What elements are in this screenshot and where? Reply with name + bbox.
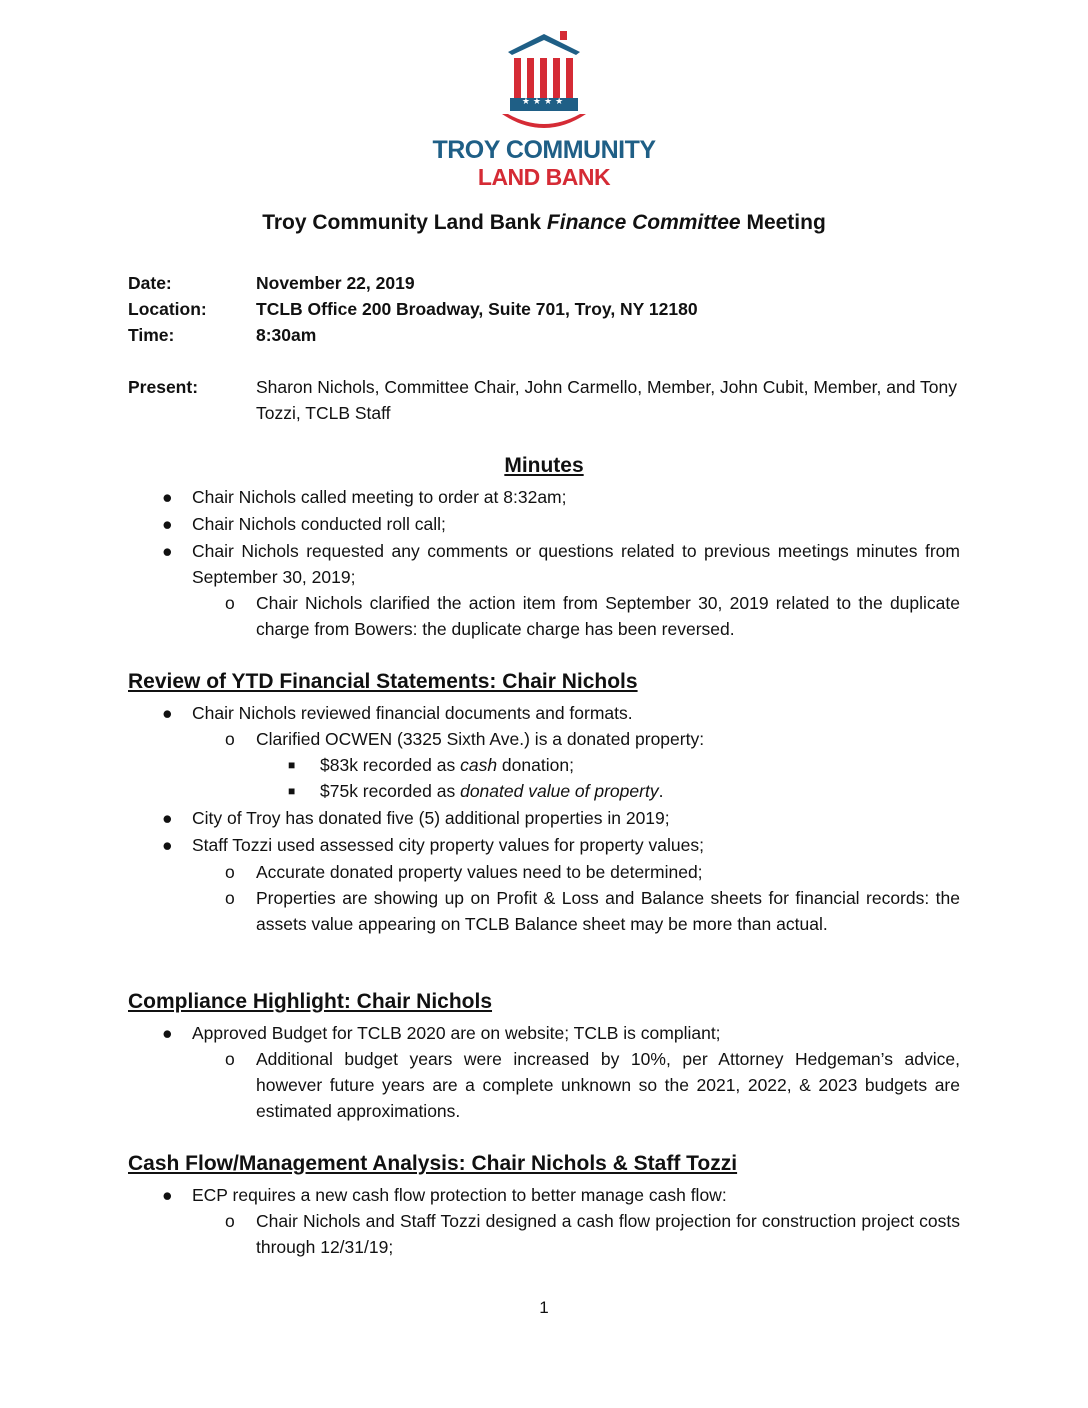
time-label: Time:: [128, 325, 175, 345]
document-title: Troy Community Land Bank Finance Committee Meeting: [262, 211, 826, 234]
bullet-icon: ●: [162, 541, 173, 561]
circle-bullet-icon: o: [225, 593, 235, 613]
bullet-icon: ●: [162, 808, 173, 828]
location-value: TCLB Office 200 Broadway, Suite 701, Troy, NY 12180: [256, 299, 698, 319]
cashflow-heading: Cash Flow/Management Analysis: Chair Nichols & Staff Tozzi: [128, 1152, 738, 1175]
list-item: Approved Budget for TCLB 2020 are on website; TCLB is compliant;: [192, 1023, 721, 1043]
bullet-icon: ●: [162, 835, 173, 855]
logo-stars: ★★★★: [521, 96, 567, 106]
circle-bullet-icon: o: [225, 729, 235, 749]
square-bullet-icon: ■: [288, 784, 296, 798]
list-item: Staff Tozzi used assessed city property values for property values;: [192, 835, 704, 855]
time-value: 8:30am: [256, 325, 317, 345]
review-heading: Review of YTD Financial Statements: Chair Nichols: [128, 670, 638, 693]
list-subsubitem: $75k recorded as donated value of property.: [320, 781, 664, 801]
date-label: Date:: [128, 273, 172, 293]
list-subitem: Properties are showing up on Profit & Loss and Balance sheets for financial records: the assets value appearing on TCLB Balance sheet may be more than actual.: [256, 888, 960, 934]
bullet-icon: ●: [162, 1023, 173, 1043]
list-item: ECP requires a new cash flow protection to better manage cash flow:: [192, 1185, 727, 1205]
circle-bullet-icon: o: [225, 1211, 235, 1231]
square-bullet-icon: ■: [288, 758, 296, 772]
list-item: City of Troy has donated five (5) additional properties in 2019;: [192, 808, 670, 828]
circle-bullet-icon: o: [225, 888, 235, 908]
list-subitem: Additional budget years were increased by 10%, per Attorney Hedgeman’s advice, however future years are a complete unknown so the 2021, 2022, & 2023 budgets are estimated approximations.: [256, 1049, 960, 1121]
bullet-icon: ●: [162, 703, 173, 723]
list-subitem: Chair Nichols clarified the action item from September 30, 2019 related to the duplicate charge from Bowers: the duplicate charge has been reversed.: [256, 593, 960, 639]
circle-bullet-icon: o: [225, 862, 235, 882]
list-item: Chair Nichols reviewed financial documents and formats.: [192, 703, 633, 723]
page-number: 1: [539, 1298, 549, 1317]
bullet-icon: ●: [162, 514, 173, 534]
land-bank-logo: [500, 30, 588, 130]
location-label: Location:: [128, 299, 207, 319]
bullet-icon: ●: [162, 1185, 173, 1205]
list-item: Chair Nichols conducted roll call;: [192, 514, 446, 534]
date-value: November 22, 2019: [256, 273, 415, 293]
compliance-heading: Compliance Highlight: Chair Nichols: [128, 990, 493, 1013]
list-item: Chair Nichols requested any comments or questions related to previous meetings minutes from September 30, 2019;: [192, 541, 960, 587]
logo-line-1: TROY COMMUNITY: [432, 136, 656, 164]
list-subitem: Accurate donated property values need to be determined;: [256, 862, 703, 882]
circle-bullet-icon: o: [225, 1049, 235, 1069]
minutes-heading: Minutes: [504, 454, 584, 477]
list-subitem: Clarified OCWEN (3325 Sixth Ave.) is a donated property:: [256, 729, 705, 749]
list-subsubitem: $83k recorded as cash donation;: [320, 755, 574, 775]
present-value: Sharon Nichols, Committee Chair, John Carmello, Member, John Cubit, Member, and Tony Tozzi, TCLB Staff: [256, 377, 957, 423]
bullet-icon: ●: [162, 487, 173, 507]
logo-line-2: LAND BANK: [477, 164, 611, 190]
list-subitem: Chair Nichols and Staff Tozzi designed a cash flow projection for construction project costs through 12/31/19;: [256, 1211, 960, 1257]
list-item: Chair Nichols called meeting to order at 8:32am;: [192, 487, 567, 507]
present-label: Present:: [128, 377, 199, 397]
